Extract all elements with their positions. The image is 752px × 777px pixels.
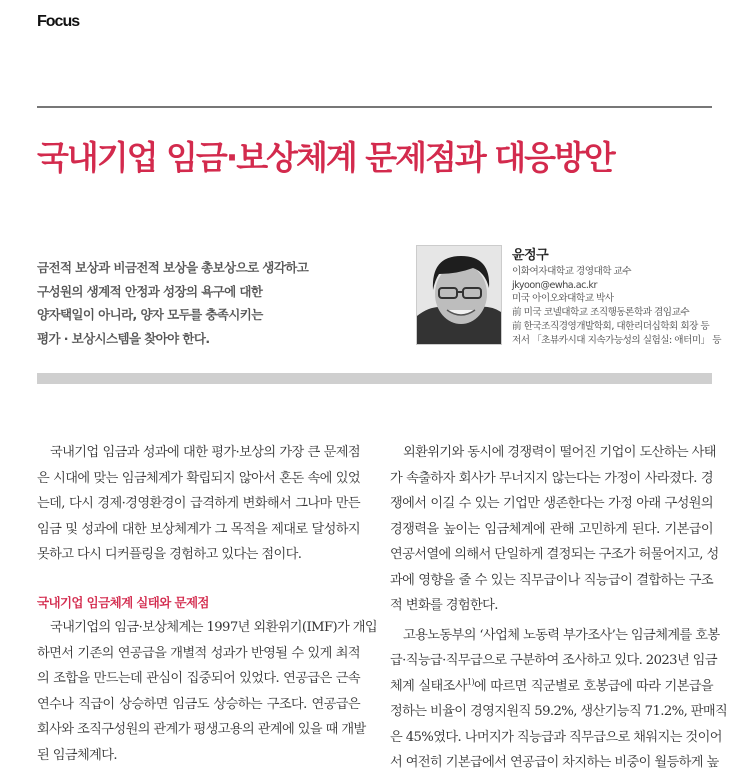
subheading: 국내기업 임금체계 실태와 문제점	[37, 594, 209, 610]
body-line: 급·직능급·직무급으로 구분하여 조사하고 있다. 2023년 임금	[390, 653, 717, 668]
article-lede	[37, 256, 308, 351]
body-text: 에 따르면 직군별로 호봉급에 따라 기본급을	[473, 678, 713, 694]
body-line: 경쟁력을 높이는 임금체계에 관해 고민하게 된다. 기본급이	[390, 521, 713, 537]
lede-line: 평가 · 보상시스템을 찾아야 한다.	[37, 331, 210, 347]
body-line: 고용노동부의 ‘사업체 노동력 부가조사’는 임금체계를 호봉	[403, 627, 720, 643]
body-line: 외환위기와 동시에 경쟁력이 떨어진 기업이 도산하는 사태	[403, 445, 716, 460]
author-email[interactable]: jkyoon@ewha.ac.kr	[512, 279, 597, 291]
body-line: 하면서 기존의 연공급을 개별적 성과가 반영될 수 있게 최적	[37, 645, 360, 661]
body-line: 은 시대에 맞는 임금체계가 확립되지 않아서 혼돈 속에 있었	[37, 470, 360, 486]
author-bio-line: 前 한국조직경영개발학회, 대한리더십학회 회장 등	[512, 320, 710, 332]
section-label: Focus	[37, 13, 80, 30]
body-line: 회사와 조직구성원의 관계가 평생고용의 관계에 있을 때 개발	[37, 722, 366, 737]
body-text: 체계 실태조사	[390, 678, 467, 694]
footnote-ref[interactable]: 1)	[466, 677, 474, 687]
body-column-left	[37, 440, 378, 768]
lede-line: 구성원의 생계적 안정과 성장의 욕구에 대한	[37, 283, 263, 299]
body-line: 연공서열에 의해서 단일하게 결정되는 구조가 허물어지고, 성	[390, 547, 719, 562]
header-divider	[37, 106, 712, 108]
body-line: 쟁에서 이길 수 있는 기업만 생존한다는 가정 아래 구성원의	[390, 496, 713, 511]
author-bio-line: 前 미국 코넬대학교 조직행동론학과 겸임교수	[512, 307, 690, 319]
body-line	[390, 674, 713, 700]
body-line: 서 여전히 기본급에서 연공급이 차지하는 비중이 월등하게 높	[390, 755, 719, 770]
body-column-right	[390, 440, 728, 776]
author-photo	[416, 245, 502, 345]
body-line: 된 임금체계다.	[37, 747, 118, 763]
lede-line: 금전적 보상과 비금전적 보상을 총보상으로 생각하고	[37, 260, 309, 275]
body-line: 는데, 다시 경제·경영환경이 급격하게 변화해서 그나마 만든	[37, 496, 360, 511]
body-line: 못하고 다시 디커플링을 경험하고 있다는 점이다.	[37, 547, 302, 562]
author-name: 윤정구	[512, 248, 549, 263]
body-line: 연수나 직급이 상승하면 임금도 상승하는 구조다. 연공급은	[37, 696, 360, 712]
body-line: 은 45%였다. 나머지가 직능급과 직무급으로 채워지는 것이어	[390, 729, 722, 745]
author-info	[512, 244, 721, 347]
body-line: 과에 영향을 줄 수 있는 직무급이나 직능급이 결합하는 구조	[390, 572, 713, 588]
author-affiliation: 이화여자대학교 경영대학 교수	[512, 266, 632, 277]
body-line: 임금 및 성과에 대한 보상체계가 그 목적을 제대로 달성하지	[37, 521, 360, 537]
body-line: 정하는 비율이 경영지원직 59.2%, 생산기능직 71.2%, 판매직	[390, 704, 728, 719]
body-line: 국내기업 임금과 성과에 대한 평가·보상의 가장 큰 문제점	[50, 445, 360, 460]
author-bio-line: 저서 「초뷰카시대 지속가능성의 실험실: 애터미」 등	[512, 334, 722, 346]
body-line: 가 속출하자 회사가 무너지지 않는다는 가정이 사라졌다. 경	[390, 470, 713, 486]
lede-line: 양자택일이 아니라, 양자 모두를 충족시키는	[37, 307, 263, 323]
author-bio-line: 미국 아이오와대학교 박사	[512, 293, 614, 305]
article-title: 국내기업 임금·보상체계 문제점과 대응방안	[37, 138, 614, 177]
body-line: 적 변화를 경험한다.	[390, 598, 498, 613]
body-line: 국내기업의 임금·보상체계는 1997년 외환위기(IMF)가 개입	[50, 620, 378, 635]
section-band	[37, 373, 712, 384]
body-line: 의 조합을 만드는데 관심이 집중되어 있었다. 연공급은 근속	[37, 671, 360, 686]
